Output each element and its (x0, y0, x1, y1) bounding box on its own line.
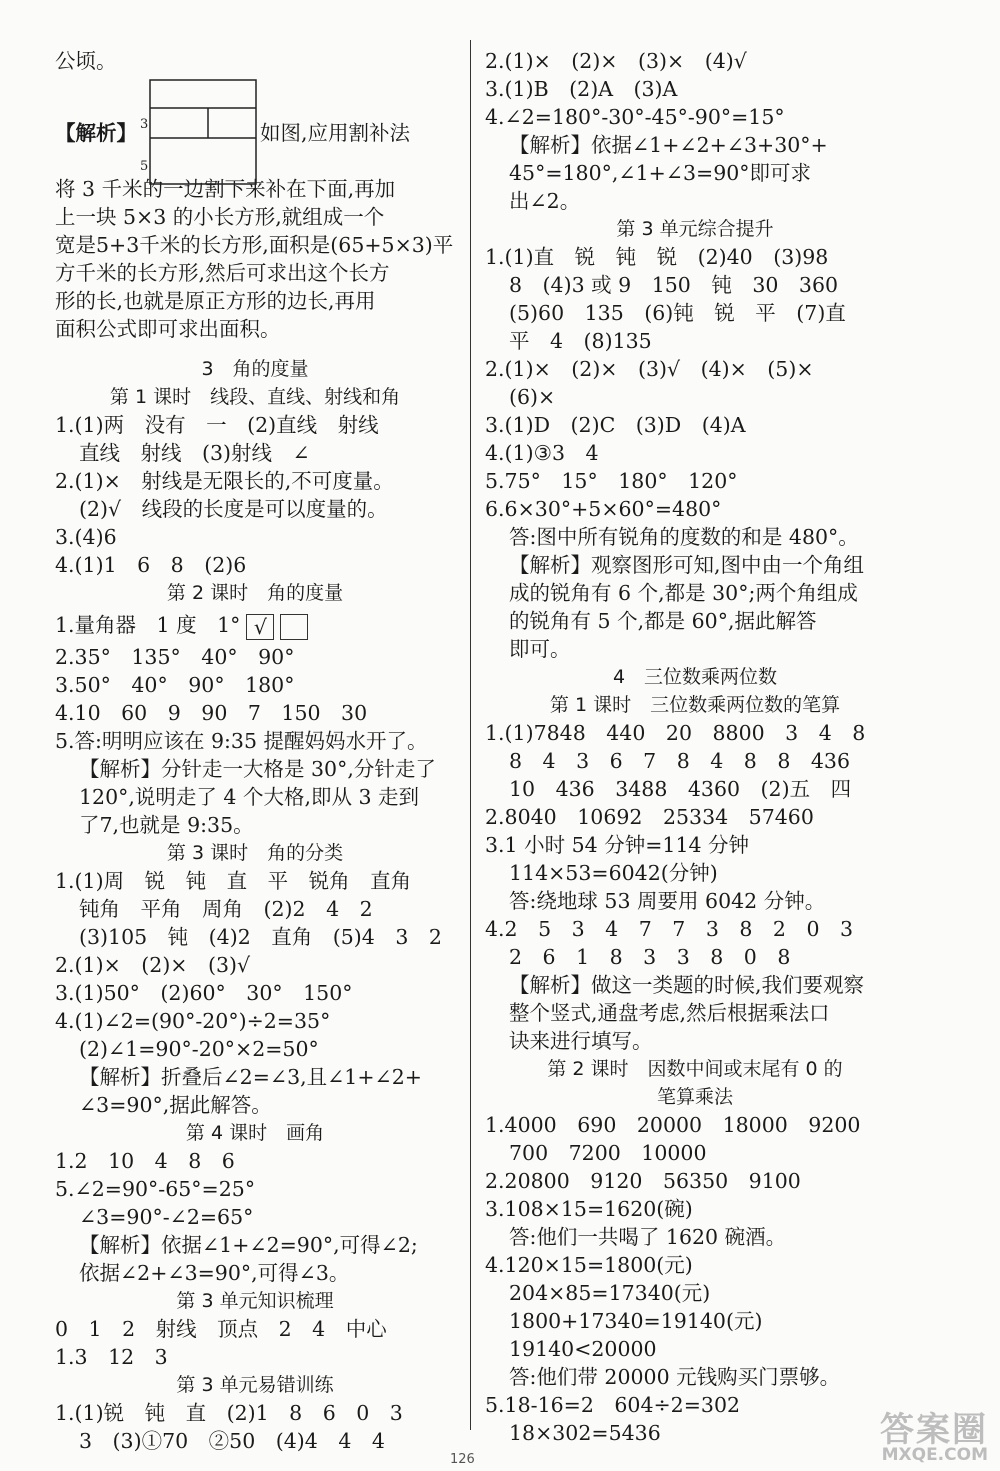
answer-line: 1.3 12 3 (55, 1345, 168, 1369)
answer-line: 8 (4)3 或 9 150 钝 30 360 (509, 273, 839, 297)
answer-line: 18×302=5436 (509, 1421, 661, 1445)
section-heading: 第 1 课时 三位数乘两位数的笔算 (549, 694, 841, 716)
section-heading: 第 4 课时 画角 (185, 1122, 325, 1144)
answer-line: 2.20800 9120 56350 9100 (485, 1169, 801, 1193)
answer-line: 依据∠2+∠3=90°,可得∠3。 (79, 1261, 350, 1285)
watermark-sub: MXQE.COM (881, 1445, 988, 1465)
answer-line: 4.120×15=1800(元) (485, 1253, 693, 1277)
section-heading: 第 2 课时 因数中间或末尾有 0 的 (547, 1058, 843, 1080)
column-divider (470, 40, 471, 1430)
answer-line: (6)× (509, 385, 556, 409)
page-number: 126 (450, 1452, 475, 1467)
answer-line: 诀来进行填写。 (509, 1029, 653, 1053)
answer-line: 面积公式即可求出面积。 (55, 317, 281, 341)
answer-line: 19140<20000 (509, 1337, 657, 1361)
answer-line: 将 3 千米的一边割下来补在下面,再加 (55, 177, 396, 201)
answer-line: 整个竖式,通盘考虑,然后根据乘法口 (509, 1001, 830, 1025)
answer-line: 【解析】依据∠1+∠2+∠3+30°+ (509, 133, 828, 157)
answer-line: (5)60 135 (6)钝 锐 平 (7)直 (509, 301, 846, 325)
answer-line: 4.10 60 9 90 7 150 30 (55, 701, 368, 725)
answer-line: 5.答:明明应该在 9:35 提醒妈妈水开了。 (55, 729, 428, 753)
answer-line: 即可。 (509, 637, 571, 661)
answer-line: 2 6 1 8 3 3 8 0 8 (509, 945, 791, 969)
answer-line: 形的长,也就是原正方形的边长,再用 (55, 289, 376, 313)
answer-line: 直线 射线 (3)射线 ∠ (79, 441, 310, 465)
answer-line: 5.75° 15° 180° 120° (485, 469, 738, 493)
answer-line: 【解析】依据∠1+∠2=90°,可得∠2; (79, 1233, 418, 1257)
answer-line: 1.2 10 4 8 6 (55, 1149, 235, 1173)
answer-line: 2.(1)× 射线是无限长的,不可度量。 (55, 469, 394, 493)
answer-line: 2.(1)× (2)× (3)√ (4)× (5)× (485, 357, 814, 381)
answer-line: 2.(1)× (2)× (3)× (4)√ (485, 49, 747, 73)
answer-line: 上一块 5×3 的小长方形,就组成一个 (55, 205, 385, 229)
answer-line: 的锐角有 5 个,都是 60°,据此解答 (509, 609, 817, 633)
answer-line: 1.4000 690 20000 18000 9200 (485, 1113, 861, 1137)
answer-line: 5.∠2=90°-65°=25° (55, 1177, 256, 1201)
section-heading: 第 3 单元易错训练 (176, 1374, 334, 1396)
section-heading: 4 三位数乘两位数 (612, 666, 778, 688)
answer-line: 3.50° 40° 90° 180° (55, 673, 295, 697)
answer-line: 成的锐角有 6 个,都是 30°;两个角组成 (509, 581, 858, 605)
answer-line: 【解析】观察图形可知,图中由一个角组 (509, 553, 865, 577)
answer-line: 4.(1)∠2=(90°-20°)÷2=35° (55, 1009, 331, 1033)
answer-line: 如图,应用割补法 (260, 121, 411, 145)
answer-line: 3.(1)B (2)A (3)A (485, 77, 678, 101)
answer-line: 10 436 3488 4360 (2)五 四 (509, 777, 852, 801)
watermark-main: 答案圈 (880, 1410, 988, 1450)
answer-line: 5.18-16=2 604÷2=302 (485, 1393, 741, 1417)
answer-line: ∠3=90°,据此解答。 (79, 1093, 272, 1117)
answer-line: 1.量角器 1 度 1° √ (55, 612, 308, 640)
answer-line: 204×85=17340(元) (509, 1281, 711, 1305)
answer-line: (3)105 钝 (4)2 直角 (5)4 3 2 (79, 925, 442, 949)
answer-line: ∠3=90°-∠2=65° (79, 1205, 254, 1229)
answer-line: 答:图中所有锐角的度数的和是 480°。 (509, 525, 859, 549)
answer-line: 114×53=6042(分钟) (509, 861, 718, 885)
answer-line: 1.(1)周 锐 钝 直 平 锐角 直角 (55, 869, 412, 893)
answer-line: 了7,也就是 9:35。 (79, 813, 254, 837)
answer-line: 答:绕地球 53 周要用 6042 分钟。 (509, 889, 826, 913)
answer-line: 【解析】分针走一大格是 30°,分针走了 (79, 757, 436, 781)
answer-line: (2)∠1=90°-20°×2=50° (79, 1037, 319, 1061)
answer-line: 钝角 平角 周角 (2)2 4 2 (79, 897, 373, 921)
answer-line: 【解析】做这一类题的时候,我们要观察 (509, 973, 865, 997)
answer-line: 2.(1)× (2)× (3)√ (55, 953, 251, 977)
answer-line: 1.(1)锐 钝 直 (2)1 8 6 0 3 (55, 1401, 403, 1425)
answer-line: 方千米的长方形,然后可求出这个长方 (55, 261, 390, 285)
answer-line: 120°,说明走了 4 个大格,即从 3 走到 (79, 785, 420, 809)
answer-line: 0 1 2 射线 顶点 2 4 中心 (55, 1317, 387, 1341)
answer-line: 3.1 小时 54 分钟=114 分钟 (485, 833, 750, 857)
answer-line: 3.(4)6 (55, 525, 117, 549)
answer-line: 700 7200 10000 (509, 1141, 707, 1165)
answer-line: 平 4 (8)135 (509, 329, 652, 353)
answer-line: 出∠2。 (509, 189, 581, 213)
answer-line: 1.(1)7848 440 20 8800 3 4 8 (485, 721, 866, 745)
rectangle-figure (140, 78, 259, 188)
checked-box: √ (246, 614, 274, 640)
answer-line: 2.35° 135° 40° 90° (55, 645, 295, 669)
figure-label-5: 5 (140, 159, 149, 174)
answer-line: 1.(1)直 锐 钝 锐 (2)40 (3)98 (485, 245, 829, 269)
answer-line: 8 4 3 6 7 8 4 8 8 436 (509, 749, 851, 773)
section-heading: 第 3 单元知识梳理 (176, 1290, 334, 1312)
section-heading: 第 3 单元综合提升 (616, 218, 774, 240)
answer-line: (2)√ 线段的长度是可以度量的。 (79, 497, 388, 521)
answer-line: 【解析】折叠后∠2=∠3,且∠1+∠2+ (79, 1065, 422, 1089)
answer-line: 6.6×30°+5×60°=480° (485, 497, 722, 521)
answer-line: 答:他们一共喝了 1620 碗酒。 (509, 1225, 787, 1249)
answer-line: 4.2 5 3 4 7 7 3 8 2 0 3 (485, 917, 854, 941)
empty-box (280, 614, 308, 640)
answer-line: 3 (3)①70 ②50 (4)4 4 4 (79, 1429, 385, 1453)
answer-line: 3.(1)50° (2)60° 30° 150° (55, 981, 353, 1005)
watermark (880, 1402, 988, 1465)
answer-line: 3.(1)D (2)C (3)D (4)A (485, 413, 746, 437)
answer-line: 答:他们带 20000 元钱购买门票够。 (509, 1365, 841, 1389)
answer-line: 宽是5+3千米的长方形,面积是(65+5×3)平 (55, 233, 454, 257)
answer-line: 4.∠2=180°-30°-45°-90°=15° (485, 105, 785, 129)
answer-line: 3.108×15=1620(碗) (485, 1197, 693, 1221)
answer-line: 【解析】 (55, 121, 137, 145)
answer-line: 45°=180°,∠1+∠3=90°即可求 (509, 161, 812, 185)
section-heading: 3 角的度量 (201, 358, 309, 380)
answer-line: 4.(1)1 6 8 (2)6 (55, 553, 247, 577)
answer-line: 2.8040 10692 25334 57460 (485, 805, 814, 829)
figure-label-3: 3 (140, 117, 149, 132)
section-heading: 第 2 课时 角的度量 (166, 582, 344, 604)
answer-line: 1.(1)两 没有 一 (2)直线 射线 (55, 413, 379, 437)
section-heading: 第 1 课时 线段、直线、射线和角 (109, 386, 401, 408)
answer-line: 4.(1)③3 4 (485, 441, 599, 465)
answer-line: 1800+17340=19140(元) (509, 1309, 763, 1333)
answer-line: 公顷。 (55, 49, 117, 73)
section-heading: 第 3 课时 角的分类 (166, 842, 344, 864)
section-heading: 笔算乘法 (656, 1086, 733, 1108)
